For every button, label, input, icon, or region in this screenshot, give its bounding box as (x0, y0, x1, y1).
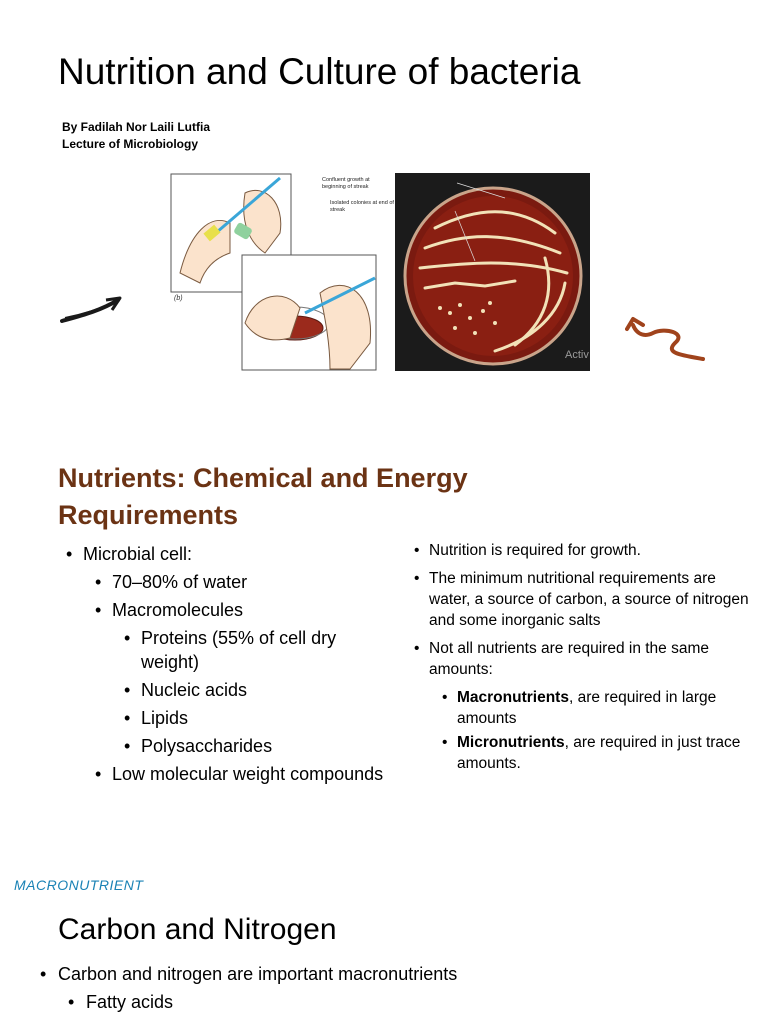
list-item: • Fatty acids (68, 990, 740, 1014)
nutrition-requirements-list (414, 540, 754, 777)
list-item: • Microbial cell: (66, 542, 396, 566)
list-item-micronutrients (442, 732, 754, 774)
slide-title: Nutrition and Culture of bacteria (58, 51, 581, 92)
list-item: • 70–80% of water (95, 570, 396, 594)
list-item: • Carbon and nitrogen are important macronutrients (40, 962, 740, 986)
panel-label: (b) (174, 295, 183, 302)
callout-isolated-colonies-label: Isolated colonies at end of streak (330, 200, 394, 213)
streaked-agar-plate-photo (395, 173, 599, 371)
course-line: Lecture of Microbiology (62, 137, 199, 151)
macronutrients-description: , are required in large amounts (457, 689, 717, 727)
macronutrient-tag: MACRONUTRIENT (14, 877, 144, 893)
list-item: • Lipids (124, 706, 396, 730)
list-item-macronutrients (442, 687, 754, 729)
micronutrients-term: Micronutrients (457, 734, 565, 751)
list-item: • Nucleic acids (124, 678, 396, 702)
left-arrow-icon (60, 296, 124, 326)
nutrients-heading: Nutrients: Chemical and Energy Requirements (58, 463, 468, 530)
macronutrients-term: Macronutrients (457, 689, 569, 706)
list-item: • Nutrition is required for growth. (414, 540, 754, 561)
callout-confluent-growth-label: Confluent growth at beginning of streak (322, 177, 370, 190)
right-squiggle-arrow-icon (625, 315, 707, 363)
list-item: • Polysaccharides (124, 734, 396, 758)
list-item: • The minimum nutritional requirements are water, a source of carbon, a source of nitrogen and some inorganic salts (414, 568, 754, 631)
list-item: • Proteins (55% of cell dry weight) (124, 626, 396, 674)
author-line: By Fadilah Nor Laili Lutfia (62, 120, 211, 134)
list-item: • Not all nutrients are required in the same amounts: (414, 638, 754, 680)
carbon-nitrogen-title: Carbon and Nitrogen (58, 913, 337, 946)
micronutrients-description: , are required in just trace amounts. (457, 734, 741, 772)
list-item: • Macromolecules (95, 598, 396, 622)
microbial-cell-list (66, 542, 396, 790)
activate-watermark: Activ (565, 349, 589, 361)
list-item: • Low molecular weight compounds (95, 762, 396, 786)
macronutrients-list (40, 962, 740, 1018)
